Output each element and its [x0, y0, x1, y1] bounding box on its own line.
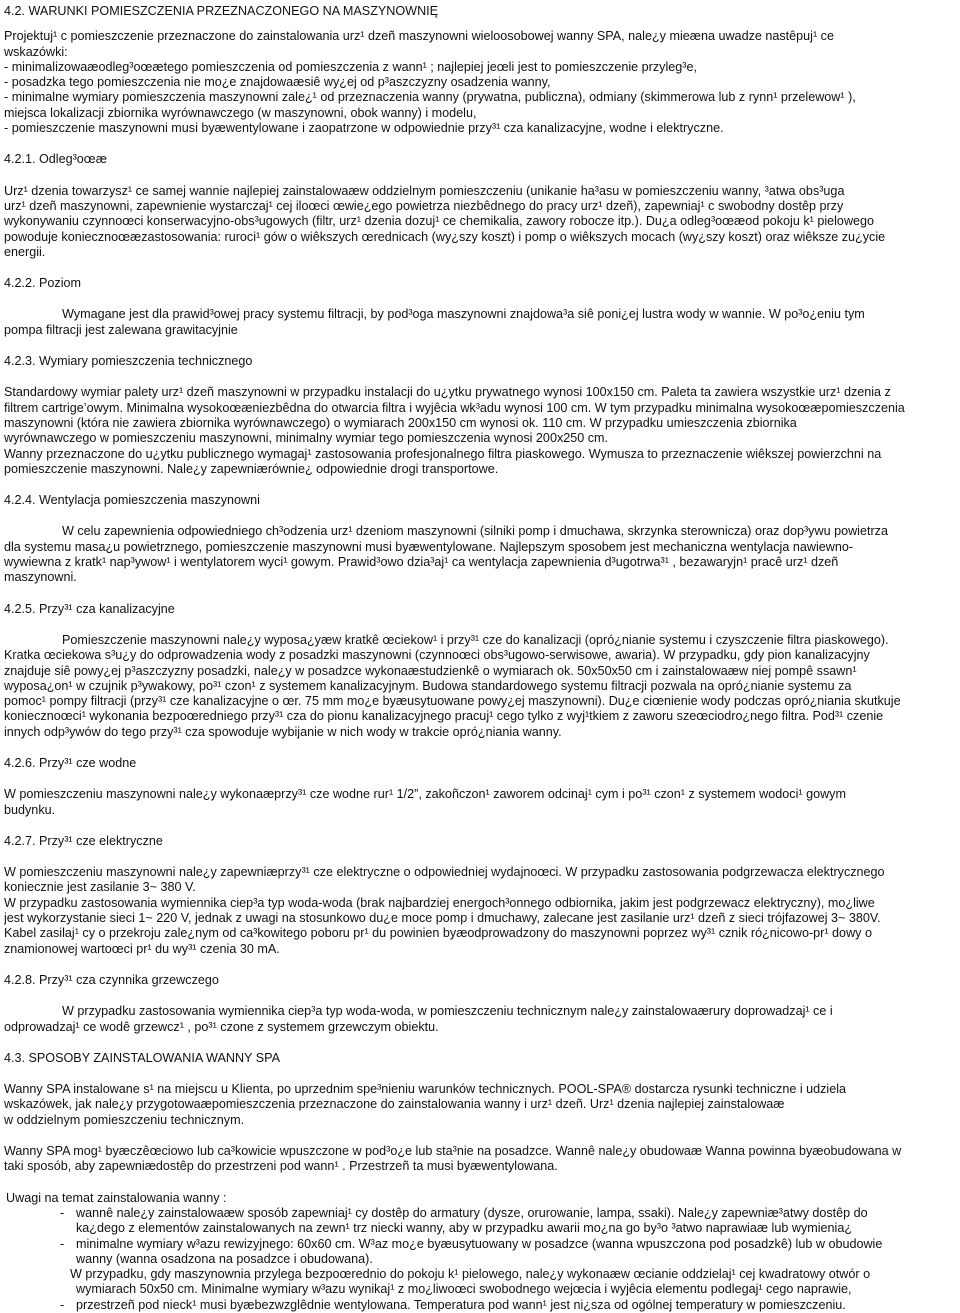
text-line: taki sposób, aby zapewniædostêp do przestrzeni pod wann¹ . Przestrzeñ ta musi byæwentylowana.	[4, 1159, 558, 1174]
section-4-2-4-body	[4, 524, 956, 585]
text-line: Urz¹ dzenia towarzysz¹ ce samej wannie najlepiej zainstalowaæw oddzielnym pomieszczeniu (unikanie ha³asu w pomieszczeniu wanny, ³atwa obs³uga	[4, 183, 845, 198]
text-line: Wymagane jest dla prawid³owej pracy systemu filtracji, by pod³oga maszynowni znajdowa³a siê poni¿ej lustra wody w wannie. W po³o¿eniu tym	[62, 307, 865, 322]
text-line: W pomieszczeniu maszynowni nale¿y zapewniæprzy³¹ cze elektryczne o odpowiedniej wydajnoœci. W przypadku zastosowania podgrzewacza elektrycznego	[4, 865, 885, 880]
text-line: Pomieszczenie maszynowni nale¿y wyposa¿yæw kratkê œciekow¹ i przy³¹ cze do kanalizacji (opró¿nianie systemu i czyszczenie filtra piaskowego).	[62, 632, 889, 647]
text-line: w oddzielnym pomieszczeniu technicznym.	[4, 1112, 245, 1127]
list-bullet: -	[60, 1236, 65, 1251]
text-line: minimalne wymiary w³azu rewizyjnego: 60x60 cm. W³az mo¿e byæusytuowany w posadzce (wanna wpuszczona pod posadzkê) lub w obudowie	[76, 1236, 883, 1251]
list-item	[4, 1237, 956, 1268]
list-bullet: -	[60, 1205, 65, 1220]
text-line: znamionowej wartoœci pr¹ du wy³¹ czenia 30 mA.	[4, 941, 280, 956]
text-line: W pomieszczeniu maszynowni nale¿y wykonaæprzy³¹ cze wodne rur¹ 1/2”, zakoñczon¹ zaworem odcinaj¹ cym i po³¹ czon¹ z systemem wodoci¹ gowym	[4, 787, 846, 802]
text-line: pompa filtracji jest zalewana grawitacyjnie	[4, 322, 238, 337]
text-line: - minimalne wymiary pomieszczenia maszynowni zale¿¹ od przeznaczenia wanny (prywatna, publiczna), odmiany (skimmerowa lub z rynn¹ przelewow¹ ),	[4, 90, 856, 105]
text-line: jest wykorzystanie sieci 1~ 220 V, jednak z uwagi na stosunkowo du¿e moce pomp i dmuchawy, zalecane jest zasilanie urz¹ dzeñ z sieci trójfazowej 3~ 380V.	[4, 911, 881, 926]
section-4-2-3-body	[4, 385, 956, 477]
text-line: - pomieszczenie maszynowni musi byæwentylowane i zaopatrzone w odpowiednie przy³¹ cza kanalizacyjne, wodne i elektryczne.	[4, 121, 724, 136]
section-heading-4-2-8: 4.2.8. Przy³¹ cza czynnika grzewczego	[4, 972, 219, 987]
text-line: Kratka œciekowa s³u¿y do odprowadzenia wody z posadzki maszynowni (czynnoœci obs³ugowo-serwisowe, awaria). W przypadku, gdy pion kanalizacyjny	[4, 648, 870, 663]
text-line: maszynowni (która nie zawiera zbiornika wyrównawczego) o wymiarach 200x150 cm wynosi ok. 110 cm. W przypadku umieszczenia zbiornika	[4, 415, 797, 430]
list-bullet: -	[60, 1297, 65, 1312]
text-line: maszynowni.	[4, 570, 77, 585]
list-item	[4, 1267, 956, 1298]
text-line: W przypadku, gdy maszynownia przylega bezpoœrednio do pokoju k¹ pielowego, nale¿y wykonaæw œcianie oddzielaj¹ cej kwadratowy otwór o	[70, 1267, 871, 1282]
text-line: urz¹ dzeñ maszynowni, zapewnienie wystarczaj¹ cej iloœci œwie¿ego powietrza niezbêdnego do pracy urz¹ dzeñ), zapewniaj¹ c swobodny dostêp przy	[4, 198, 844, 213]
text-line: - minimalizowaæodleg³oœætego pomieszczenia od pomieszczenia z wann¹ ; najlepiej jeœli jest to pomieszczenie przyleg³e,	[4, 59, 697, 74]
section-4-2-2-body	[4, 307, 956, 338]
notes-list	[4, 1206, 956, 1313]
text-line: wanny (wanna osadzona na posadzce i obudowana).	[76, 1251, 373, 1266]
text-line: Wanny SPA instalowane s¹ na miejscu u Klienta, po uprzednim spe³nieniu warunków technicznych. POOL-SPA® dostarcza rysunki techniczne i udziela	[4, 1082, 847, 1097]
section-heading-4-2-4: 4.2.4. Wentylacja pomieszczenia maszynowni	[4, 493, 260, 508]
text-line: wywiewna z kratk¹ nap³ywow¹ i wentylatorem wyci¹ gowym. Prawid³owo dzia³aj¹ ca wentylacja zapewnienia d³ugotrwa³¹ , bezawaryjn¹ pracê urz¹ dzeñ	[4, 555, 839, 570]
list-item	[4, 1206, 956, 1237]
text-line: Wanny SPA mog¹ byæczêœciowo lub ca³kowicie wpuszczone w pod³o¿e lub sta³nie na posadzce. Wannê nale¿y obudowaæ Wanna powinna byæobudowana w	[4, 1144, 902, 1159]
section-4-3-para2	[4, 1144, 956, 1175]
text-line: energii.	[4, 244, 46, 259]
text-line: koniecznoœci¹ wykonania bezpoœredniego przy³¹ cza do pionu kanalizacyjnego pracuj¹ cego tylko z wyj¹tkiem z zaworu szeœciodro¿nego filtra. Pod³¹ czenie	[4, 709, 884, 724]
text-line: - posadzka tego pomieszczenia nie mo¿e znajdowaæsiê wy¿ej od p³aszczyzny osadzenia wanny,	[4, 75, 551, 90]
section-heading-4-2-3: 4.2.3. Wymiary pomieszczenia technicznego	[4, 354, 253, 369]
text-line: wskazówek, jak nale¿y przygotowaæpomieszczenia przeznaczone do zainstalowania wanny i urz¹ dzeñ. Urz¹ dzenia najlepiej zainstalowaæ	[4, 1097, 785, 1112]
section-heading-4-2-5: 4.2.5. Przy³¹ cza kanalizacyjne	[4, 601, 175, 616]
text-line: wyposa¿on¹ w czujnik p³ywakowy, po³¹ czon¹ z systemem kanalizacyjnym. Budowa standardowego systemu filtracji pozwala na opró¿nianie systemu za	[4, 678, 852, 693]
text-line: wymiarach 50x50 cm. Minimalne wymiary w³azu wynikaj¹ z mo¿liwoœci swobodnego wejœcia i wyjêcia elementu podlegaj¹ cego naprawie,	[76, 1282, 852, 1297]
section-heading-4-3: 4.3. SPOSOBY ZAINSTALOWANIA WANNY SPA	[4, 1050, 280, 1065]
section-4-2-6-body	[4, 787, 956, 818]
text-line: pomoc¹ pompy filtracji (przy³¹ cze kanalizacyjne o œr. 75 mm mo¿e byæusytuowane powy¿ej maszynowni). Du¿e ciœnienie wody podczas opró¿niania skutkuje	[4, 694, 901, 709]
text-line: ka¿dego z elementów zainstalowanych na zewn¹ trz niecki wanny, aby w przypadku awarii mo¿na go by³o ³atwo naprawiaæ lub wymienia¿	[76, 1221, 853, 1236]
section-heading-4-2-2: 4.2.2. Poziom	[4, 276, 82, 291]
text-line: wyrównawczego w pomieszczeniu maszynowni, minimalny wymiar tego pomieszczenia wynosi 200x250 cm.	[4, 431, 609, 446]
section-4-2-8-body	[4, 1004, 956, 1035]
section-4-3-para1	[4, 1082, 956, 1128]
text-line: Kabel zasilaj¹ cy o przekroju zale¿nym od ca³kowitego poboru pr¹ du powinien byæodprowadzony do maszynowni poprzez wy³¹ cznik ró¿nicowo-pr¹ dowy o	[4, 926, 872, 941]
text-line: Wanny przeznaczone do u¿ytku publicznego wymagaj¹ zastosowania profesjonalnego filtra piaskowego. Wymusza to przeznaczenie wiêkszej powierzchni na	[4, 446, 882, 461]
text-line: W przypadku zastosowania wymiennika ciep³a typ woda-woda, w pomieszczeniu technicznym nale¿y zainstalowaærury doprowadzaj¹ ce i	[62, 1004, 833, 1019]
text-line: wykonywaniu czynnoœci konserwacyjno-obs³ugowych (filtr, urz¹ dzenia dozuj¹ ce chemikalia, zawory robocze itp.). Du¿a odleg³oœæod pokoju k¹ pielowego	[4, 214, 875, 229]
text-line: Standardowy wymiar palety urz¹ dzeñ maszynowni w przypadku instalacji do u¿ytku prywatnego wynosi 100x150 cm. Paleta ta zawiera wszystkie urz¹ dzenia z	[4, 385, 891, 400]
section-4-2-1-body	[4, 184, 956, 260]
text-line: dla systemu masa¿u powietrznego, pomieszczenie maszynowni musi byæwentylowane. Najlepszym sposobem jest mechaniczna wentylacja nawiewno-	[4, 539, 854, 554]
text-line: znajduje siê powy¿ej p³aszczyzny posadzki, nale¿y w posadzce wykonaæstudzienkê o wymiarach ok. 50x50x50 cm i zainstalowaæw niej pompê ssawn¹	[4, 663, 857, 678]
text-line: W celu zapewnienia odpowiedniego ch³odzenia urz¹ dzeniom maszynowni (silniki pomp i dmuchawa, skrzynka sterownicza) oraz dop³ywu powietrza	[62, 524, 888, 539]
list-item	[4, 1298, 956, 1313]
text-line: wskazówki:	[4, 44, 68, 59]
section-4-2-7-body	[4, 865, 956, 957]
notes-heading: Uwagi na temat zainstalowania wanny :	[6, 1190, 227, 1205]
section-heading-4-2-1: 4.2.1. Odleg³oœæ	[4, 152, 107, 167]
text-line: Projektuj¹ c pomieszczenie przeznaczone do zainstalowania urz¹ dzeñ maszynowni wieloosobowej wanny SPA, nale¿y mieæna uwadze nastêpuj¹ ce	[4, 29, 834, 44]
section-4-2-5-body	[4, 633, 956, 740]
text-line: W przypadku zastosowania wymiennika ciep³a typ woda-woda (brak najbardziej energoch³onnego odbiornika, jakim jest podgrzewacz elektryczny), mo¿liwe	[4, 895, 875, 910]
section-heading-4-2-7: 4.2.7. Przy³¹ cze elektryczne	[4, 833, 163, 848]
section-heading-4-2-6: 4.2.6. Przy³¹ cze wodne	[4, 755, 137, 770]
text-line: filtrem cartrige’owym. Minimalna wysokoœæniezbêdna do otwarcia filtra i wyjêcia wk³adu wynosi 100 cm. W tym przypadku minimalna wysokoœæpomieszczenia	[4, 400, 905, 415]
text-line: pomieszczenie maszynowni. Nale¿y zapewniærównie¿ odpowiednie drogi transportowe.	[4, 461, 499, 476]
document-page	[4, 4, 956, 1313]
section-heading-4-2: 4.2. WARUNKI POMIESZCZENIA PRZEZNACZONEGO NA MASZYNOWNIĘ	[4, 4, 439, 18]
text-line: przestrzeñ pod nieck¹ musi byæbezwzglêdnie wentylowana. Temperatura pod wann¹ jest ni¿sza od ogólnej temperatury w pomieszczeniu.	[76, 1297, 846, 1312]
text-line: koniecznie jest zasilanie 3~ 380 V.	[4, 880, 196, 895]
section-4-2-intro	[4, 29, 956, 136]
text-line: budynku.	[4, 802, 56, 817]
text-line: innych odp³ywów do tego przy³¹ cza spowoduje wybijanie w nich wody w trakcie opró¿niania wanny.	[4, 724, 562, 739]
text-line: miejsca lokalizacji zbiornika wyrównawczego (w maszynowni, obok wanny) i modelu,	[4, 105, 477, 120]
text-line: wannê nale¿y zainstalowaæw sposób zapewniaj¹ cy dostêp do armatury (dysze, orurowanie, lampa, ssaki). Nale¿y zapewniæ³atwy dostêp do	[76, 1205, 868, 1220]
text-line: odprowadzaj¹ ce wodê grzewcz¹ , po³¹ czone z systemem grzewczym obiektu.	[4, 1019, 439, 1034]
text-line: powoduje koniecznoœæzastosowania: ruroci¹ gów o wiêkszych œrednicach (wy¿szy koszt) i pomp o wiêkszych mocach (wy¿szy koszt) oraz wiêksze zu¿ycie	[4, 229, 886, 244]
